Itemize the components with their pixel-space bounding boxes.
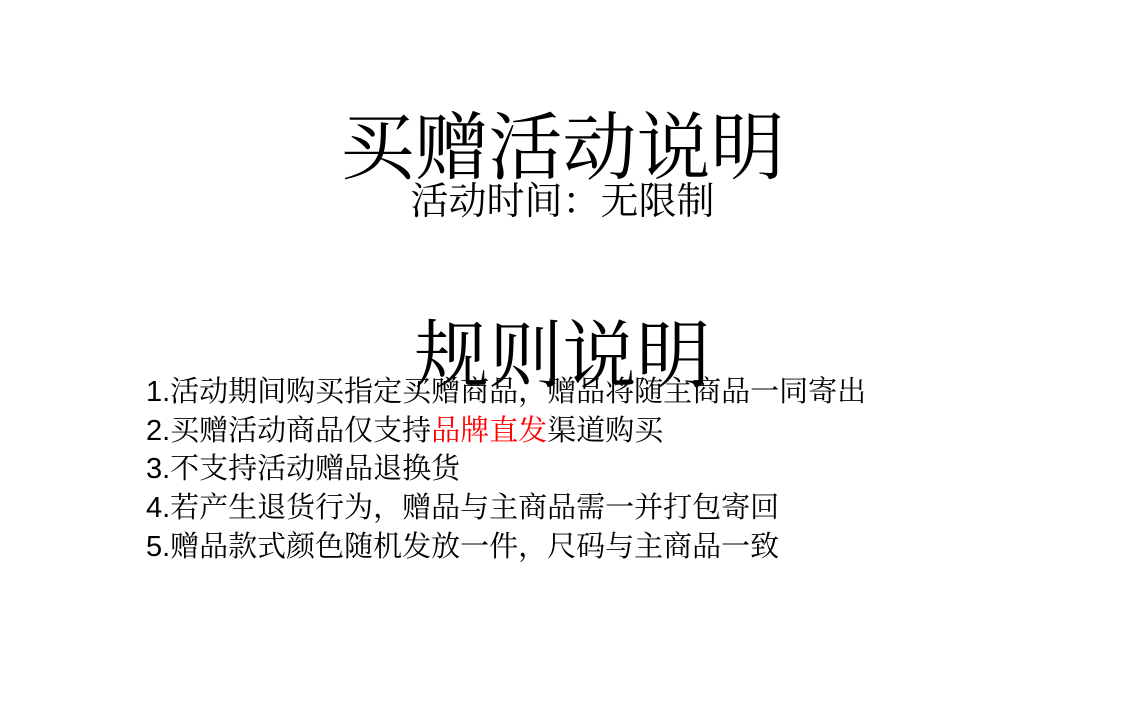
rules-list: [146, 373, 1085, 567]
rule-text: 4.若产生退货行为，赠品与主商品需一并打包寄回: [146, 492, 780, 525]
rule-text: 渠道购买: [547, 414, 664, 447]
rule-item-2: [146, 412, 1085, 451]
rule-text: 1.活动期间购买指定买赠商品，赠品将随主商品一同寄出: [146, 376, 867, 408]
rules-section-title: 规则说明: [414, 314, 711, 398]
rule-text: 2.买赠活动商品仅支持: [146, 414, 432, 447]
rule-item-3: [146, 450, 1085, 489]
rule-highlight-brand-direct: 品牌直发: [431, 414, 548, 447]
activity-time-text: 活动时间：无限制: [410, 181, 715, 223]
rule-item-5: [146, 528, 1085, 567]
rule-text: 5.赠品款式颜色随机发放一件，尺码与主商品一致: [146, 530, 780, 563]
rule-item-4: [146, 489, 1085, 528]
rule-item-1: [146, 373, 1085, 412]
rule-text: 3.不支持活动赠品退换货: [146, 453, 461, 486]
page-title: 买赠活动说明: [340, 105, 785, 189]
